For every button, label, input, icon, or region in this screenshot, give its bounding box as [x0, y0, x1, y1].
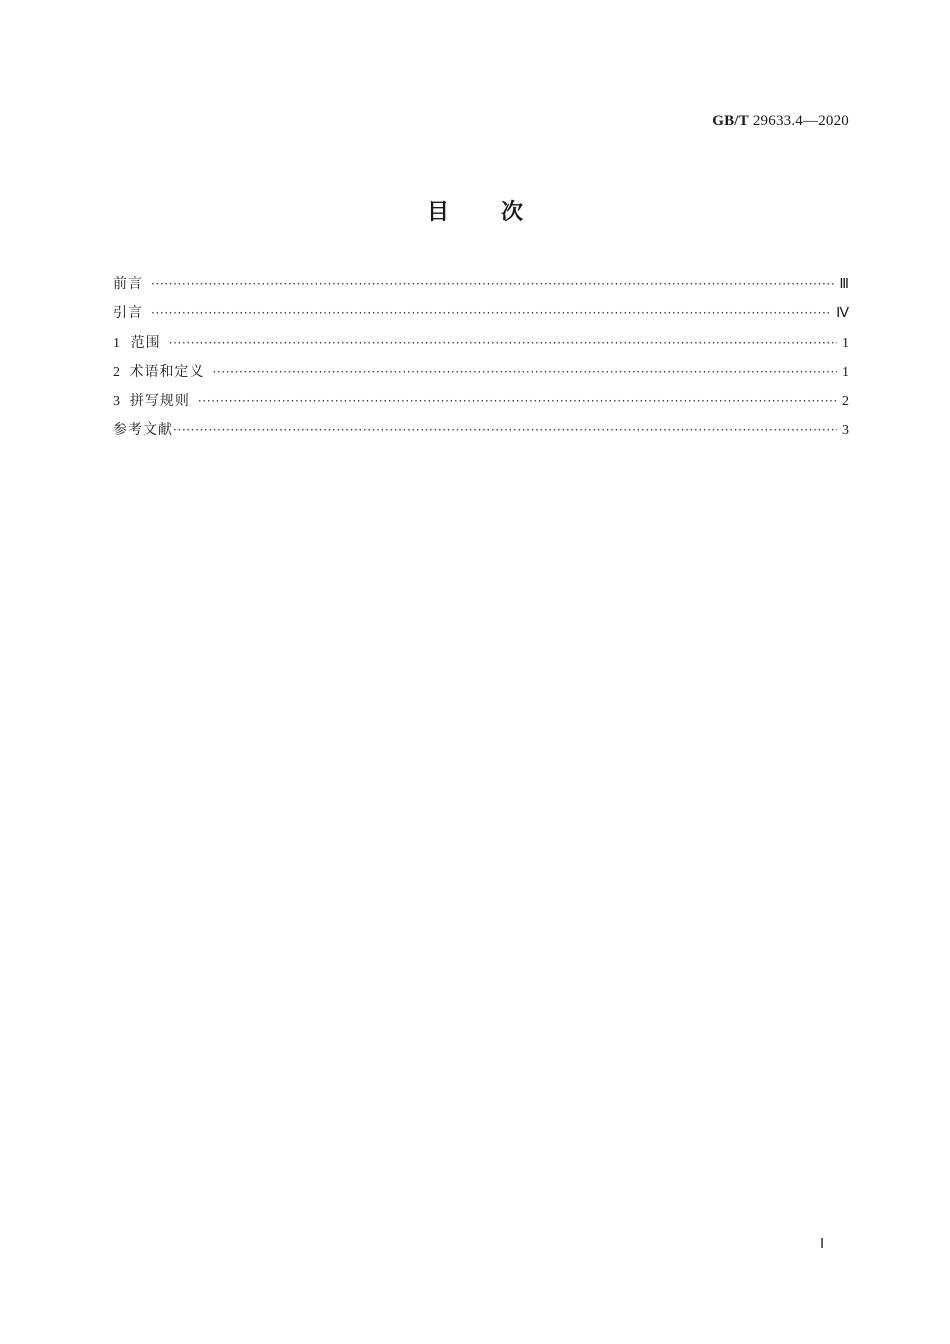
toc-entry-page: Ⅲ: [839, 277, 849, 292]
toc-leader-dots: [198, 394, 837, 408]
toc-entry-label: 参考文献: [113, 422, 173, 439]
toc-heading: [0, 195, 950, 226]
toc-leader-dots: [173, 423, 837, 437]
toc-entry-label: 引言: [113, 305, 143, 322]
toc-entry-label: 术语和定义: [129, 363, 205, 380]
toc-entry-scope[interactable]: [113, 332, 849, 361]
toc-entry-page: 2: [842, 394, 849, 410]
toc-leader-dots: [151, 277, 835, 291]
toc-entry-number: 1: [113, 335, 120, 351]
toc-entry-bibliography[interactable]: [113, 419, 849, 448]
toc-leader-dots: [169, 336, 837, 350]
toc-entry-page: 3: [842, 423, 849, 439]
toc-entry-spelling-rules[interactable]: [113, 390, 849, 419]
toc-entry-page: 1: [842, 335, 849, 351]
toc-leader-dots: [213, 365, 838, 379]
standard-number: 29633.4—2020: [752, 113, 849, 129]
toc-entry-preface[interactable]: [113, 273, 849, 302]
toc-entry-label: 拼写规则: [129, 393, 190, 410]
toc-entry-number: 3: [113, 394, 120, 410]
standard-prefix: GB/T: [712, 113, 749, 129]
toc-leader-dots: [151, 306, 832, 320]
toc-entry-page: Ⅳ: [836, 306, 849, 322]
toc-entry-number: 2: [113, 364, 120, 380]
toc-heading-char-2: 次: [501, 200, 524, 225]
toc-entry-label: 范围: [130, 334, 161, 351]
page-number: Ⅰ: [820, 1237, 825, 1252]
toc-heading-char-1: 目: [426, 200, 449, 225]
toc-entry-terms[interactable]: [113, 361, 849, 390]
standard-code: [712, 113, 849, 130]
toc-entry-page: 1: [842, 364, 849, 380]
toc-entry-introduction[interactable]: [113, 302, 849, 331]
table-of-contents: [113, 273, 849, 449]
toc-entry-label: 前言: [113, 276, 143, 292]
